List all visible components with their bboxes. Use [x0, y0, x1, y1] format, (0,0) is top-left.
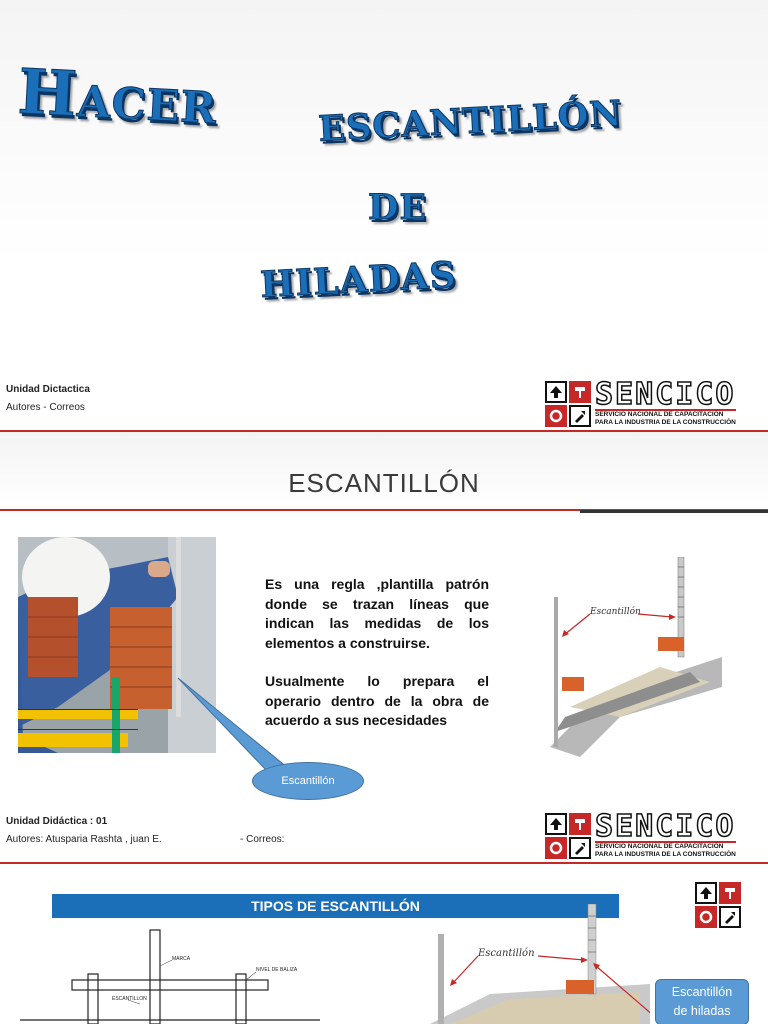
slide-title — [0, 0, 768, 432]
hammer-icon — [569, 837, 591, 859]
footer-emails: - Correos: — [240, 834, 285, 845]
hammer-icon — [719, 906, 741, 928]
callout-line-2: de hiladas — [673, 1004, 731, 1018]
label-nivel-baliza: NIVEL DE BALIZA — [256, 967, 298, 973]
slide2-title: ESCANTILLÓN — [288, 468, 480, 498]
trowel-icon — [719, 882, 741, 904]
spade-icon — [545, 813, 567, 835]
slide-escantillon — [0, 432, 768, 864]
hammer-icon — [569, 405, 591, 427]
sencico-icon-logo — [695, 882, 741, 928]
callout-line-1: Escantillón — [671, 985, 733, 999]
diagram-label: Escantillón — [590, 607, 641, 617]
gear-icon — [695, 906, 717, 928]
slide2-title-rule-accent — [580, 510, 768, 513]
title-escantillon: escantillón — [316, 78, 624, 153]
footer-authors: Autores - Correos — [6, 402, 85, 413]
logo-subtitle-1: SERVICIO NACIONAL DE CAPACITACIÓN — [595, 411, 724, 418]
trowel-icon — [569, 381, 591, 403]
logo-subtitle-2: PARA LA INDUSTRIA DE LA CONSTRUCCIÓN — [595, 419, 736, 426]
trowel-icon — [569, 813, 591, 835]
title-hacer: Hacer — [16, 54, 220, 139]
footer-unit: Unidad Dictactica — [6, 384, 90, 395]
gear-icon — [545, 837, 567, 859]
spade-icon — [545, 381, 567, 403]
title-de: de — [368, 172, 428, 231]
spade-icon — [695, 882, 717, 904]
hiladas-diagram — [430, 904, 650, 1024]
footer-unit: Unidad Didáctica : 01 — [6, 816, 108, 827]
logo-name: SENCICO — [595, 377, 736, 412]
slide-tipos — [0, 864, 768, 1024]
logo-subtitle-2: PARA LA INDUSTRIA DE LA CONSTRUCCIÓN — [595, 851, 736, 858]
logo-name: SENCICO — [595, 809, 736, 844]
photo-label: Escantillón — [478, 948, 535, 959]
definition-text: Es una regla ,plantilla patrón donde se trazan líneas que indican las medidas de los elementos a construirse. — [265, 576, 489, 651]
usage-text: Usualmente lo prepara el operario dentro de la obra de acuerdo a sus necesidades — [265, 673, 489, 728]
title-hiladas: hiladas — [258, 238, 458, 311]
technical-drawing — [20, 924, 320, 1024]
sencico-logo — [545, 377, 736, 427]
label-escantillon: ESCANTILLON — [112, 996, 147, 1002]
gear-icon — [545, 405, 567, 427]
hiladas-callout — [655, 979, 749, 1024]
sencico-logo — [545, 809, 736, 859]
escantillon-callout: Escantillón — [252, 762, 364, 800]
footer-authors: Autores: Atusparia Rashta , juan E. — [6, 834, 162, 845]
escantillon-diagram — [540, 557, 722, 757]
slide3-title-bar: TIPOS DE ESCANTILLÓN — [52, 894, 619, 918]
logo-subtitle-1: SERVICIO NACIONAL DE CAPACITACIÓN — [595, 843, 724, 850]
label-marca: MARCA — [172, 956, 191, 962]
